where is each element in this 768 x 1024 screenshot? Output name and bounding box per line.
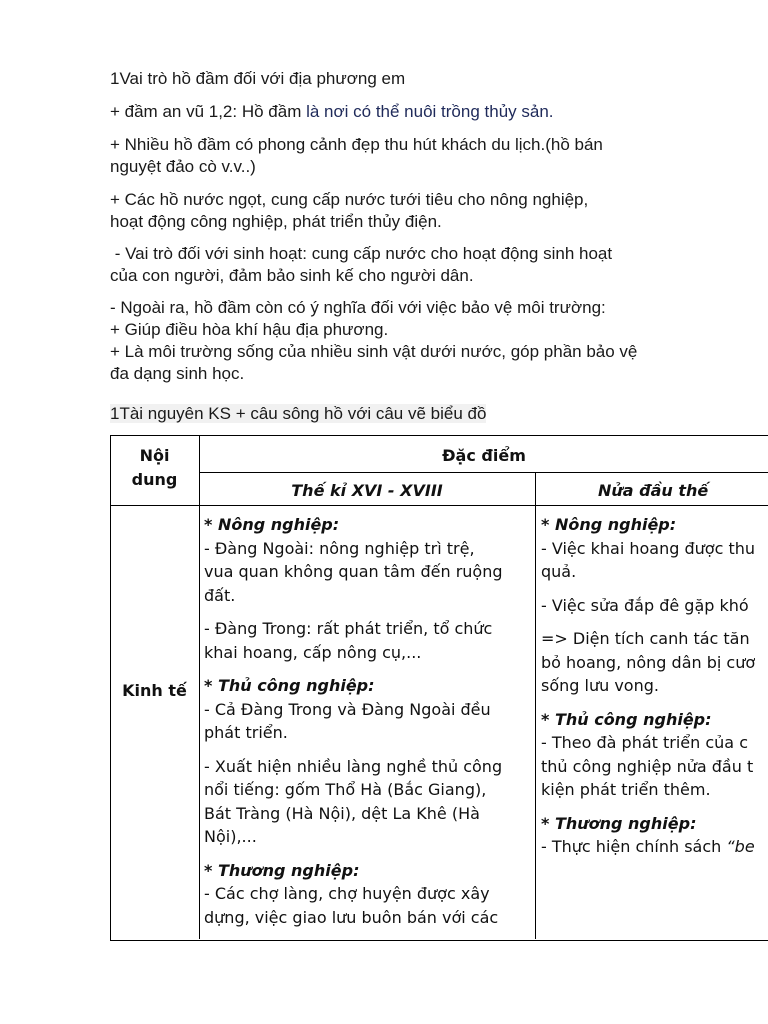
- col1-trade-line: - Các chợ làng, chợ huyện được xây: [204, 884, 490, 903]
- heading-text: 1Vai trò hồ đầm đối với địa phương em: [110, 69, 406, 88]
- col2-agriculture-line: - Việc sửa đắp đê gặp khó: [541, 595, 749, 615]
- table-divider-header: [199, 472, 768, 473]
- header-dac-diem: Đặc điểm: [442, 446, 526, 465]
- col1-handicraft-line: - Xuất hiện nhiều làng nghề thủ công: [204, 756, 503, 776]
- col1-agriculture-line: đất.: [204, 585, 236, 605]
- col2-handicraft-line: kiện phát triển thêm.: [541, 780, 711, 799]
- heading-resources: [110, 403, 710, 425]
- col2-handicraft-line: thủ công nghiệp nửa đầu t: [541, 756, 754, 776]
- header-col-16-18: Thế kỉ XVI - XVIII: [291, 481, 443, 500]
- p5-line-3: + Là môi trường sống của nhiều sinh vật dưới nước, góp phần bảo vệ: [110, 342, 638, 361]
- p5-line-2: + Giúp điều hòa khí hậu địa phương.: [110, 320, 389, 339]
- col1-trade-title: * Thương nghiệp:: [204, 860, 360, 880]
- col1-agriculture-line: vua quan không quan tâm đến ruộng: [204, 562, 503, 581]
- col2-agriculture-line: quả.: [541, 562, 577, 581]
- col2-handicraft-title: * Thủ công nghiệp:: [541, 709, 712, 729]
- cell-19-economy: [541, 513, 768, 859]
- col1-handicraft-line: nổi tiếng: gốm Thổ Hà (Bắc Giang),: [204, 780, 487, 799]
- col1-handicraft-line: - Cả Đàng Trong và Đàng Ngoài đều: [204, 699, 491, 719]
- comparison-table: [110, 435, 768, 941]
- p2-line-2: nguyệt đảo cò v.v..): [110, 157, 256, 176]
- header-noi-dung-line1: Nội: [139, 446, 170, 465]
- p4-line-2: của con người, đảm bảo sinh kế cho người dân.: [110, 266, 474, 285]
- p4-line-1: - Vai trò đối với sinh hoạt: cung cấp nước cho hoạt động sinh hoạt: [110, 244, 613, 263]
- p3-line-1: + Các hồ nước ngọt, cung cấp nước tưới tiêu cho nông nghiệp,: [110, 190, 589, 209]
- col1-agriculture-line: khai hoang, cấp nông cụ,...: [204, 642, 422, 662]
- p2-line-1: + Nhiều hồ đầm có phong cảnh đẹp thu hút khách du lịch.(hồ bán: [110, 135, 603, 154]
- table-divider-col1: [199, 435, 200, 939]
- col2-agriculture-title: * Nông nghiệp:: [541, 515, 677, 534]
- col1-agriculture-title: * Nông nghiệp:: [204, 515, 340, 534]
- header-col-19: Nửa đầu thế: [598, 481, 709, 500]
- header-noi-dung-line2: dung: [131, 470, 178, 489]
- paragraph-freshwater: [110, 189, 710, 233]
- paragraph-tourism: [110, 134, 710, 178]
- row-label-kinh-te: Kinh tế: [122, 681, 187, 700]
- col2-agriculture-line: sống lưu vong.: [541, 676, 659, 695]
- col2-trade-line: - Thực hiện chính sách: [541, 837, 727, 856]
- cell-16-18-economy: [204, 513, 534, 929]
- heading-role-lakes: [110, 68, 710, 90]
- col1-handicraft-line: Bát Tràng (Hà Nội), dệt La Khê (Hà: [204, 803, 480, 823]
- col1-agriculture-line: - Đàng Trong: rất phát triển, tổ chức: [204, 619, 493, 638]
- col2-trade-italic: “be: [726, 837, 755, 856]
- p1-prefix: + đầm an vũ 1,2: Hồ đầm: [110, 102, 307, 121]
- table-divider-col2: [535, 472, 536, 939]
- col1-trade-line: dựng, việc giao lưu buôn bán với các: [204, 907, 499, 927]
- p5-line-4: đa dạng sinh học.: [110, 364, 245, 383]
- col1-handicraft-title: * Thủ công nghiệp:: [204, 676, 375, 695]
- col2-agriculture-line: => Diện tích canh tác tăn: [541, 629, 750, 648]
- p5-line-1: - Ngoài ra, hồ đầm còn có ý nghĩa đối với việc bảo vệ môi trường:: [110, 298, 606, 317]
- col2-handicraft-line: - Theo đà phát triển của c: [541, 733, 748, 752]
- section2-text: 1Tài nguyên KS + câu sông hồ với câu vẽ biểu đồ: [110, 404, 487, 423]
- paragraph-aquaculture: [110, 101, 710, 123]
- col1-handicraft-line: phát triển.: [204, 723, 288, 742]
- col1-agriculture-line: - Đàng Ngoài: nông nghiệp trì trệ,: [204, 538, 475, 558]
- p3-line-2: hoạt động công nghiệp, phát triển thủy điện.: [110, 212, 442, 231]
- table-divider-body: [110, 505, 768, 506]
- col2-agriculture-line: - Việc khai hoang được thu: [541, 538, 756, 558]
- paragraph-daily-life: [110, 243, 710, 287]
- header-noi-dung: [110, 444, 199, 492]
- col2-agriculture-line: bỏ hoang, nông dân bị cươ: [541, 652, 756, 672]
- col2-trade-title: * Thương nghiệp:: [541, 813, 697, 833]
- p1-highlight: là nơi có thể nuôi trồng thủy sản.: [306, 102, 554, 121]
- col1-handicraft-line: Nội),...: [204, 827, 257, 846]
- paragraph-environment: [110, 297, 710, 385]
